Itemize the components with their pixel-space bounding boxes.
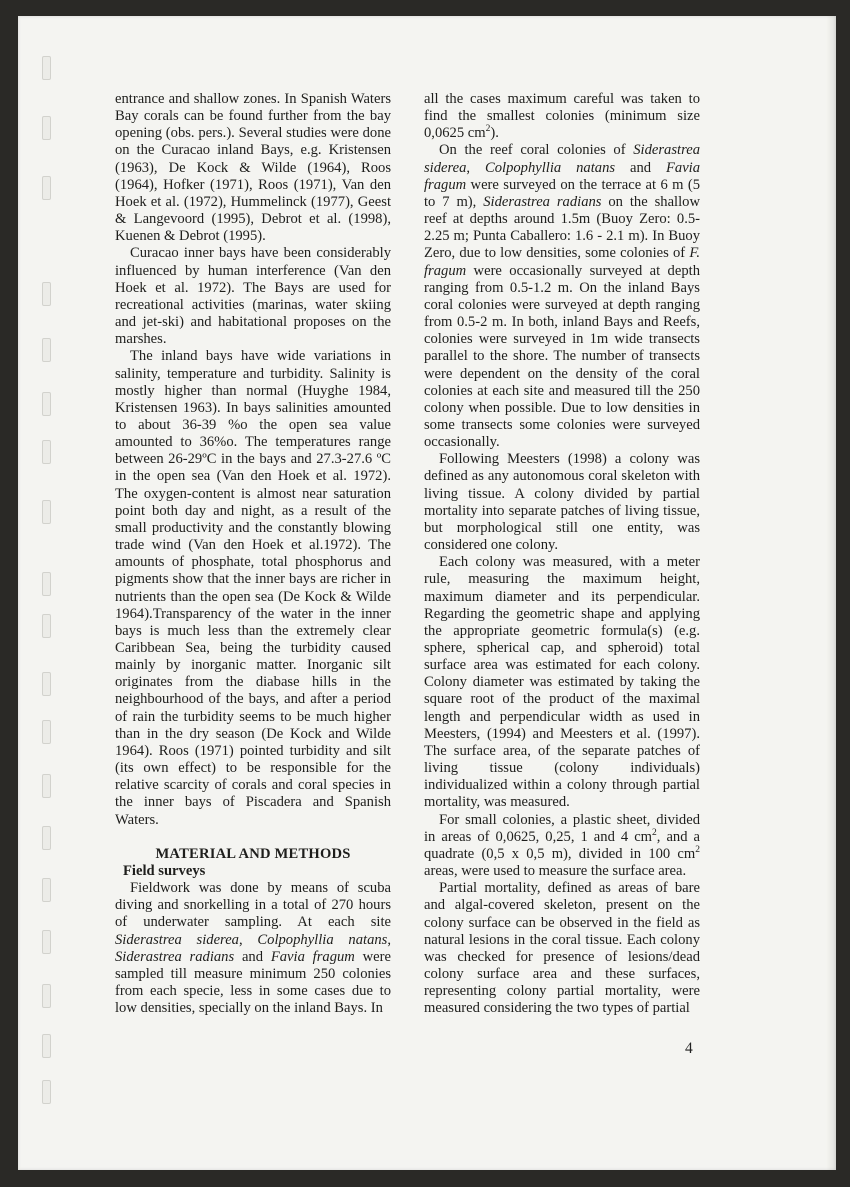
- binder-hole: [42, 176, 51, 200]
- binder-hole: [42, 984, 51, 1008]
- right-paragraph-2: On the reef coral colonies of Siderastrea siderea, Colpophyllia natans and Favia fragum were surveyed on the terrace at 6 m (5 to 7 m), Siderastrea radians on the shallow reef at depths around 1.5m (Buoy Zero: 0.5-2.25 m; Punta Caballero: 1.6 - 2.1 m). In Buoy Zero, due to low densities, some colonies of F. fragum were occasionally surveyed at depth ranging from 0.5-1.2 m. On the inland Bays coral colonies were surveyed at depth ranging from 0.5-2 m. In both, inland Bays and Reefs, colonies were surveyed in 1m wide transects parallel to the shore. The number of transects were dependent on the density of the coral colonies at each site and measured till the 250 colony when possible. Due to low densities in some transects some colonies were surveyed occasionally.: [424, 142, 701, 451]
- binder-hole: [42, 672, 51, 696]
- right-paragraph-6: Partial mortality, defined as areas of bare and algal-covered skeleton, present on the colony surface can be observed in the field as natural lesions in the coral tissue. Each colony was checked for presence of lesions/dead colony surface area and these surfaces, representing colony partial mortality, were measured considering the two types of partial: [424, 880, 700, 1017]
- binder-hole: [42, 440, 51, 464]
- species-name: Colpophyllia natans: [257, 931, 388, 948]
- binder-hole: [42, 338, 51, 362]
- left-paragraph-4: Fieldwork was done by means of scuba diving and snorkelling in a total of 270 hours of underwater sampling. At each site Siderastrea siderea, Colpophyllia natans, Siderastrea radians and Favia fragum were sampled till measure minimum 250 colonies from each specie, less in some cases due to low densities, specially on the inland Bays. In: [115, 880, 392, 1017]
- species-name: Favia fragum: [270, 948, 355, 965]
- binder-hole: [42, 614, 51, 638]
- right-paragraph-4: Each colony was measured, with a meter rule, measuring the maximum height, maximum diameter and its perpendicular. Regarding the geometric shape and applying the appropriate geometric formula(s) (e.g. sphere, spherical cap, and spheroid) total surface area was estimated for each colony. Colony diameter was estimated by taking the square root of the product of the maximal length and perpendicular width as used in Meesters, (1994) and Meesters et al. (1997). The surface area, of the separate patches of living tissue (colony individuals) individualized within a colony through partial mortality, was measured.: [424, 554, 700, 811]
- left-paragraph-3: The inland bays have wide variations in salinity, temperature and turbidity. Salinity is mostly higher than normal (Huyghe 1984, Kristensen 1963). In bays salinities amounted to about 36-39 %o the open sea value amounted to 36%o. The temperatures range between 26-29ºC in the bays and 27.3-27.6 ºC in the open sea (Van den Hoek et al. 1972). The oxygen-content is almost near saturation point both day and night, as a result of the small productivity and the constantly blowing trade wind (Van den Hoek et al.1972). The amounts of phosphate, total phosphorus and pigments show that the inner bays are richer in nutrients than the open sea (De Kock & Wilde 1964).Transparency of the water in the inner bays is much less than the extremely clear Caribbean Sea, being the turbidity caused mainly by inorganic matter. Inorganic silt originates from the diabase hills in the neighbourhood of the bays, and after a period of rain the turbidity seems to be much higher than in the dry season (De Kock and Wilde 1964). Roos (1971) pointed turbidity and silt (its own effect) to be responsible for the relative scarcity of corals and coral species in the inner bays of Piscadera and Spanish Waters.: [115, 348, 391, 828]
- binder-hole: [42, 116, 51, 140]
- right-paragraph-5: For small colonies, a plastic sheet, divided in areas of 0,0625, 0,25, 1 and 4 $cm^2$, and a quadrate (0,5 x 0,5 m), divided in 100 $cm^2$ areas, were used to measure the surface area.: [424, 811, 700, 880]
- species-name: Siderastrea siderea: [115, 931, 239, 948]
- binder-hole: [42, 1080, 51, 1104]
- subsection-heading: Field surveys: [123, 862, 206, 879]
- page-number: 4: [685, 1040, 693, 1057]
- left-paragraph-2: Curacao inner bays have been considerably influenced by human interference (Van den Hoek et al. 1972). The Bays are used for recreational activities (marinas, water skiing and jet-ski) and habitational proposes on the marshes.: [115, 245, 391, 348]
- binder-hole: [42, 930, 51, 954]
- page-edge-shadow: [826, 16, 836, 1170]
- species-name: Siderastrea radians: [483, 193, 602, 210]
- binder-hole: [42, 878, 51, 902]
- binder-hole: [42, 282, 51, 306]
- binder-hole: [42, 392, 51, 416]
- right-paragraph-1: all the cases maximum careful was taken to find the smallest colonies (minimum size 0,0625 $cm^2$).: [424, 91, 700, 142]
- right-paragraph-3: Following Meesters (1998) a colony was defined as any autonomous coral skeleton with living tissue. A colony divided by partial mortality into separate patches of living tissue, but morphological still one entity, was considered one colony.: [424, 451, 700, 554]
- binder-hole: [42, 1034, 51, 1058]
- species-name: F. fragum: [424, 245, 700, 279]
- binder-hole: [42, 572, 51, 596]
- left-column: [115, 91, 391, 1017]
- species-name: Colpophyllia natans: [485, 159, 616, 176]
- section-heading: MATERIAL AND METHODS: [155, 845, 351, 862]
- binder-hole: [42, 720, 51, 744]
- right-column: [424, 91, 700, 1017]
- binder-hole: [42, 500, 51, 524]
- binder-hole: [42, 826, 51, 850]
- binder-hole: [42, 56, 51, 80]
- left-paragraph-1: entrance and shallow zones. In Spanish Waters Bay corals can be found further from the bay opening (obs. pers.). Several studies were done on the Curacao inland Bays, e.g. Kristensen (1963), De Kock & Wilde (1964), Roos (1964), Hofker (1971), Roos (1971), Van den Hoek et al. (1972), Hummelinck (1977), Geest & Langevoord (1995), Debrot et al. (1998), Kuenen & Debrot (1995).: [115, 91, 391, 245]
- species-name: Favia fragum: [424, 159, 701, 193]
- binder-hole: [42, 774, 51, 798]
- species-name: Siderastrea radians: [115, 948, 235, 965]
- species-name: Siderastrea siderea: [424, 142, 700, 176]
